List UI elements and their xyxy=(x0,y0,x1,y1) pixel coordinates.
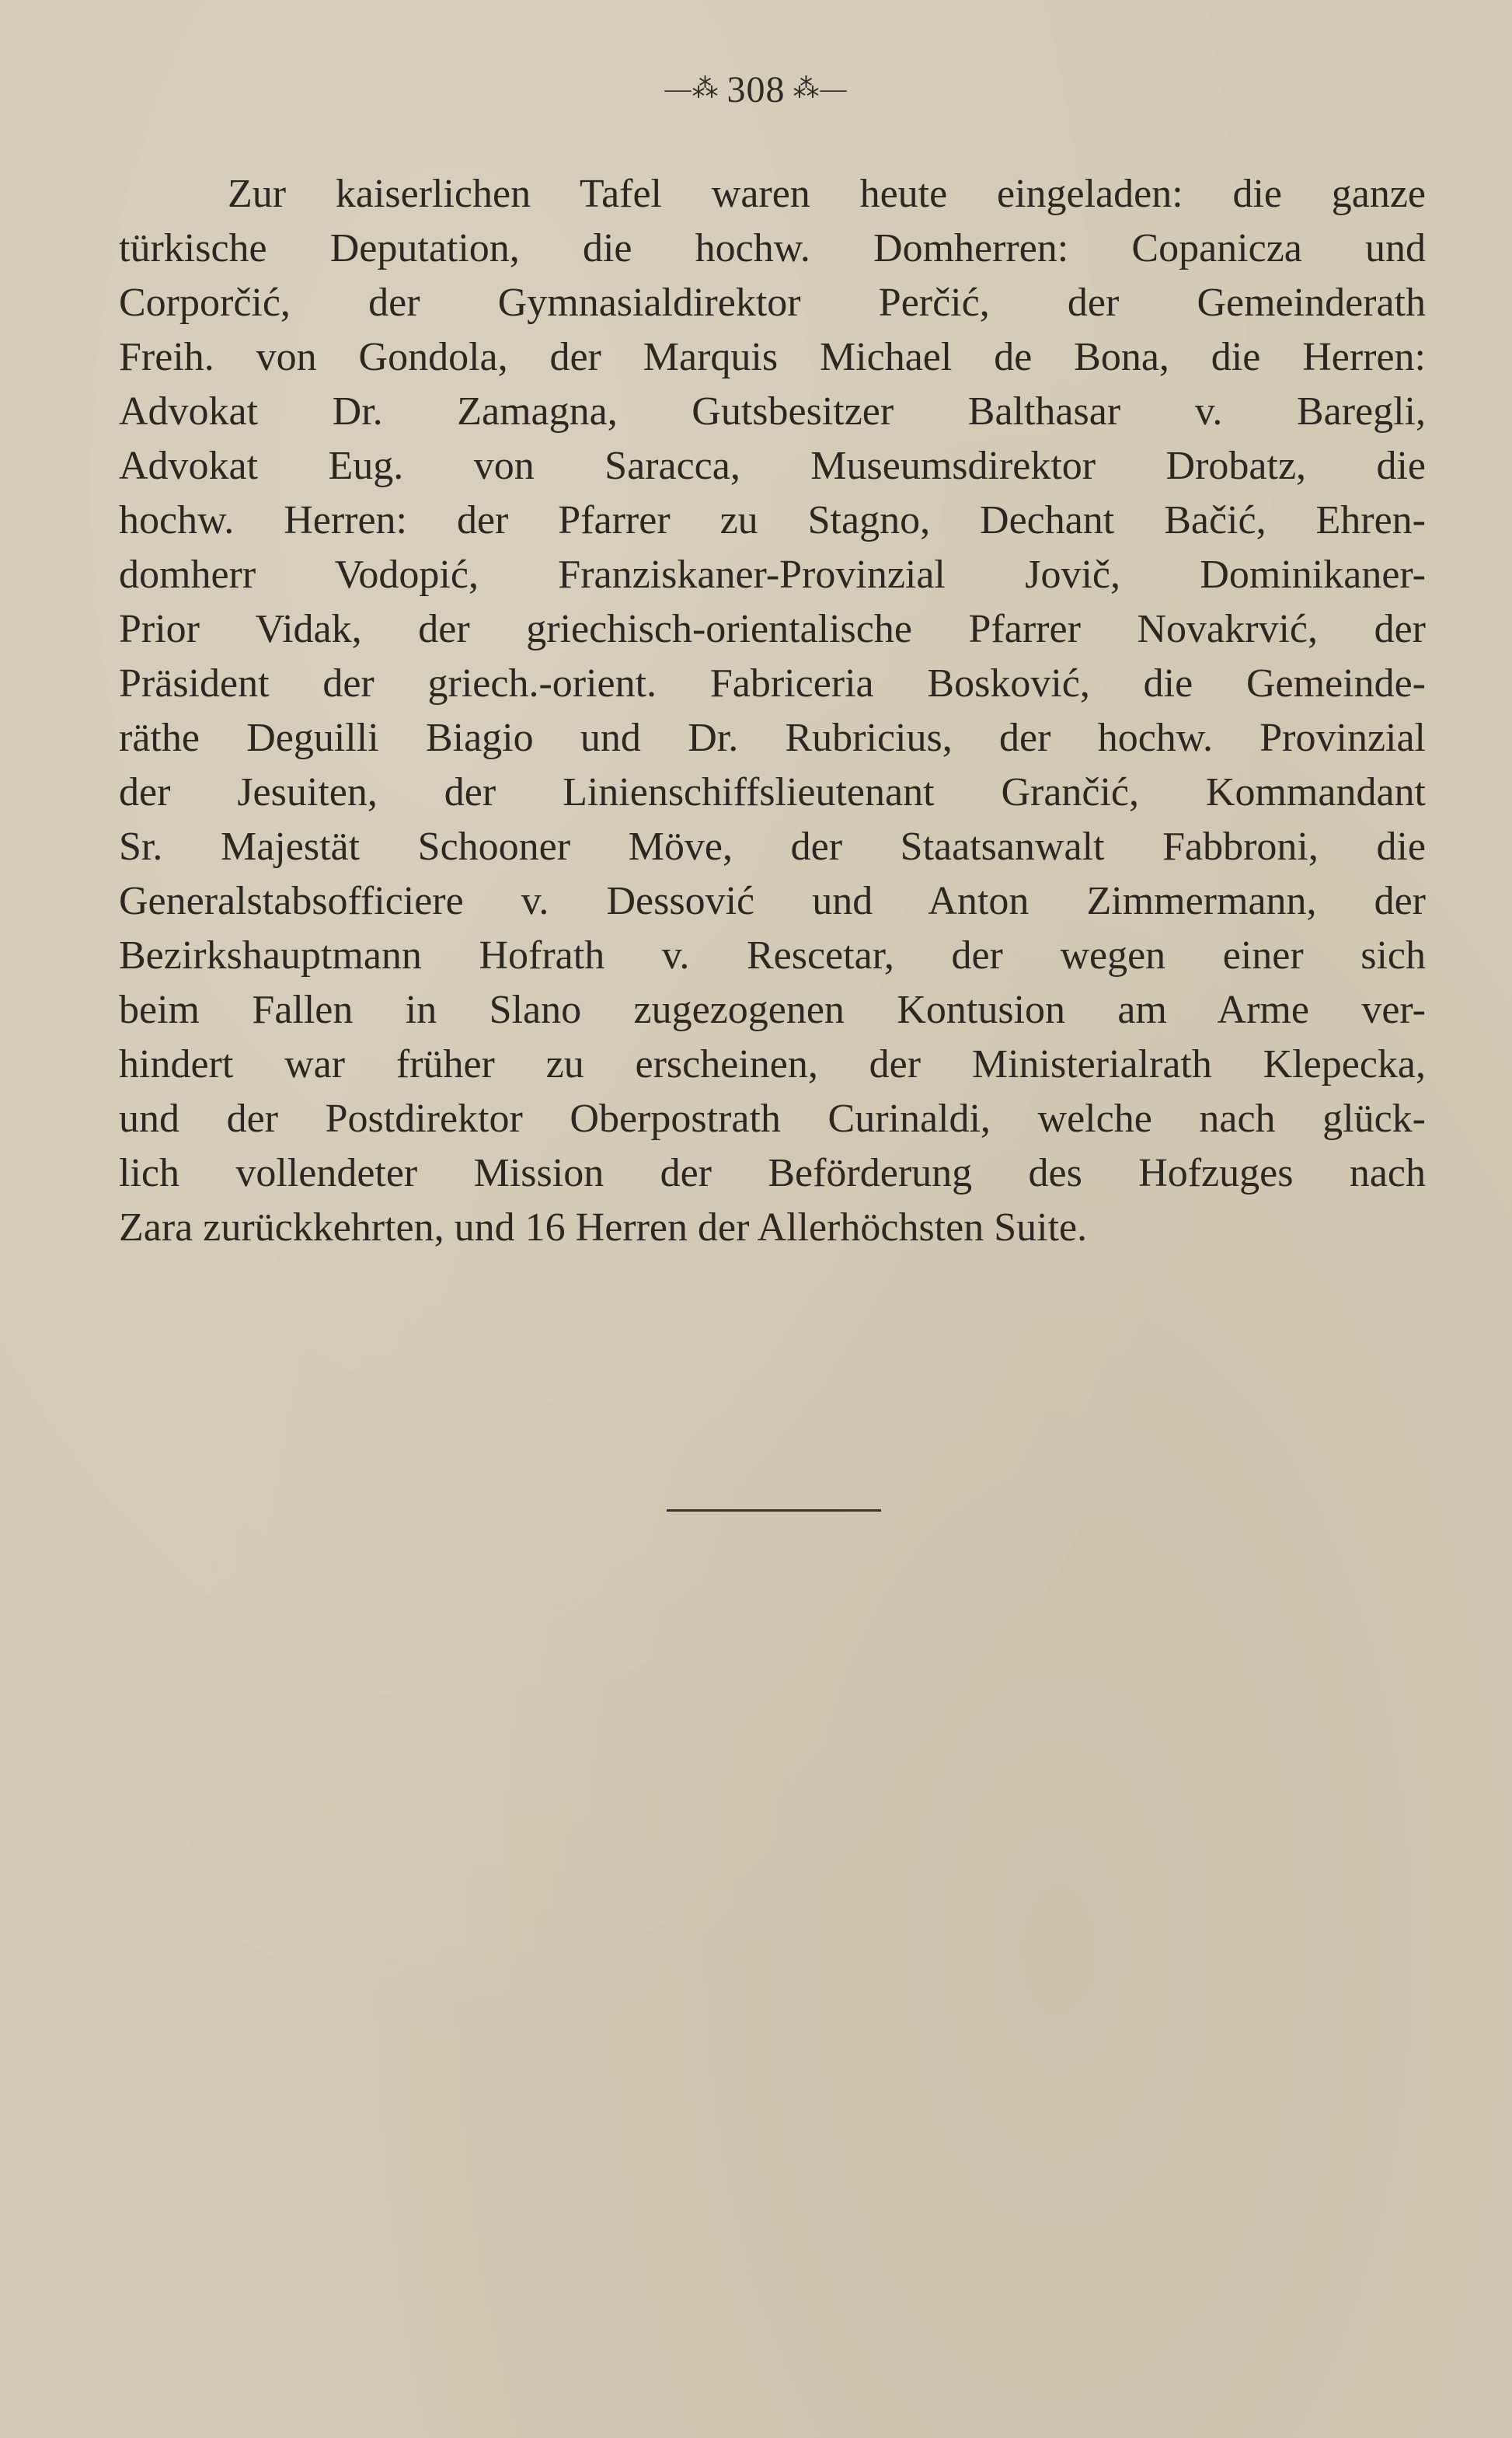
text-line: Zur kaiserlichen Tafel waren heute eingeladen: die ganze xyxy=(228,172,1426,216)
text-line: Freih. von Gondola, der Marquis Michael de Bona, die Herren: xyxy=(119,335,1426,379)
paragraph xyxy=(119,167,1426,1255)
text-line: Sr. Majestät Schooner Möve, der Staatsanwalt Fabbroni, die xyxy=(119,825,1426,869)
text-line: lich vollendeter Mission der Beförderung des Hofzuges nach xyxy=(119,1151,1426,1195)
text-line: Generalstabsofficiere v. Dessović und Anton Zimmermann, der xyxy=(119,879,1426,923)
text-line: Advokat Eug. von Saracca, Museumsdirektor Drobatz, die xyxy=(119,444,1426,488)
text-line: Zara zurückkehrten, und 16 Herren der Allerhöchsten Suite. xyxy=(119,1205,1088,1250)
text-line: Präsident der griech.-orient. Fabriceria Bosković, die Gemeinde- xyxy=(119,661,1426,706)
ornament-right: ⁂— xyxy=(793,75,848,103)
text-line: Advokat Dr. Zamagna, Gutsbesitzer Balthasar v. Baregli, xyxy=(119,389,1426,434)
section-divider xyxy=(667,1509,881,1512)
text-line: hindert war früher zu erscheinen, der Ministerialrath Klepecka, xyxy=(119,1042,1426,1086)
text-line: und der Postdirektor Oberpostrath Curinaldi, welche nach glück- xyxy=(119,1097,1426,1141)
text-line: räthe Deguilli Biagio und Dr. Rubricius, der hochw. Provinzial xyxy=(119,716,1426,760)
text-line: türkische Deputation, die hochw. Domherren: Copanicza und xyxy=(119,226,1426,270)
ornament-left: —⁂ xyxy=(664,75,719,103)
text-line: der Jesuiten, der Linienschiffslieutenant Grančić, Kommandant xyxy=(119,770,1426,814)
text-line: Bezirkshauptmann Hofrath v. Rescetar, der wegen einer sich xyxy=(119,933,1426,978)
text-line: Prior Vidak, der griechisch-orientalische Pfarrer Novakrvić, der xyxy=(119,607,1426,651)
page-header xyxy=(0,68,1512,111)
page-number: 308 xyxy=(726,69,786,110)
text-line: Corporčić, der Gymnasialdirektor Perčić, der Gemeinderath xyxy=(119,281,1426,325)
text-line: hochw. Herren: der Pfarrer zu Stagno, Dechant Bačić, Ehren- xyxy=(119,498,1426,542)
text-line: domherr Vodopić, Franziskaner-Provinzial Jovič, Dominikaner- xyxy=(119,553,1426,597)
text-line: beim Fallen in Slano zugezogenen Kontusion am Arme ver- xyxy=(119,988,1426,1032)
